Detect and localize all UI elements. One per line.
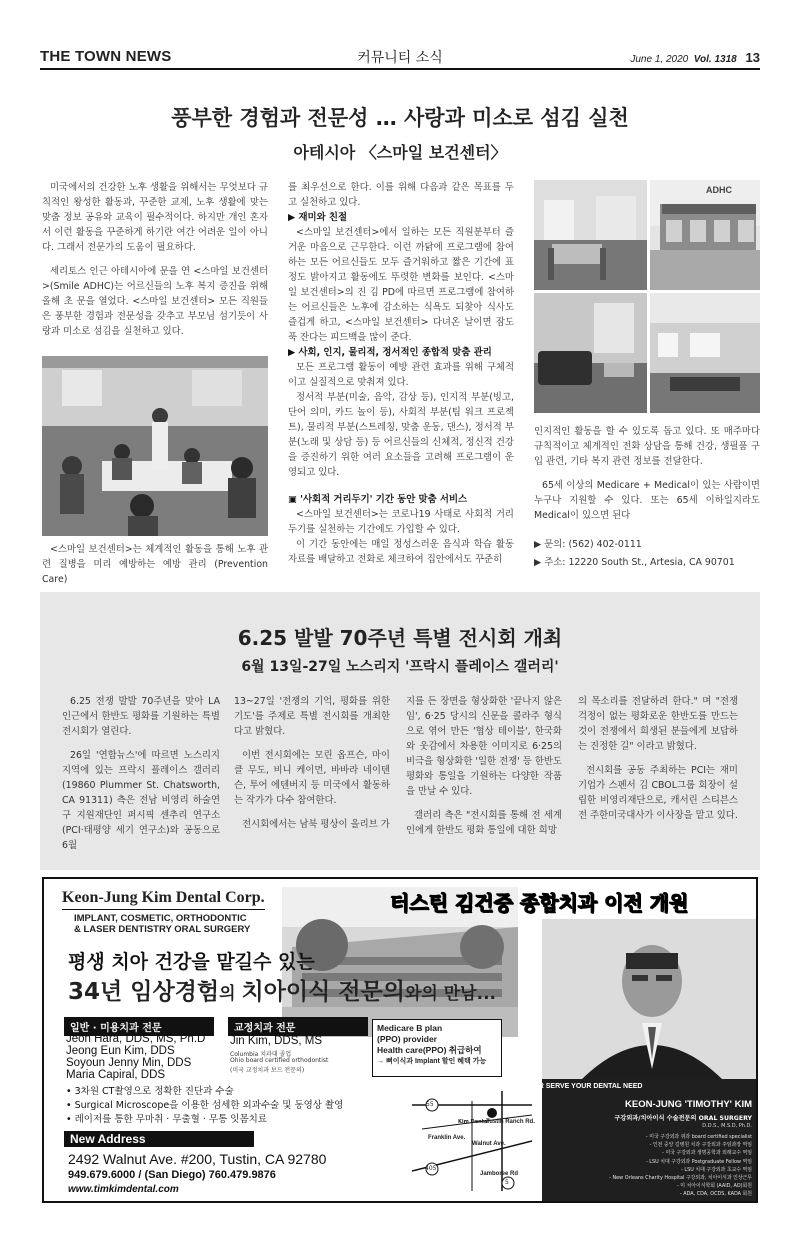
ad-specialty-1: IMPLANT, COSMETIC, ORTHODONTIC bbox=[74, 913, 247, 924]
dept-ortho-label: 교정치과 전문 bbox=[228, 1017, 368, 1036]
bullet-microscope: • Surgical Microscope을 이용한 섬세한 외과수술 및 동영상 촬영 bbox=[66, 1100, 344, 1111]
slogan-of: 의 bbox=[219, 984, 242, 1004]
ad-website: www.timkimdental.com bbox=[68, 1184, 179, 1195]
ad-slogan-line-1: 평생 치아 건강을 맡길수 있는 bbox=[68, 951, 315, 973]
medicare-box bbox=[372, 1019, 502, 1077]
paragraph: <스마일 보건센터>는 체계적인 활동을 통해 노후 관련 질병을 미리 예방하는 예방 관리 (Prevention Care) bbox=[42, 544, 268, 585]
contact-address: ▶ 주소: 12220 South St., Artesia, CA 90701 bbox=[534, 557, 735, 568]
lounge-photo-image bbox=[534, 293, 647, 413]
map-fwy-5: 5 bbox=[505, 1179, 509, 1186]
credential: - New Orleans Charity Hospital 구강외과, 치아이식과 인상근무 bbox=[609, 1175, 752, 1182]
center-lobby-photo bbox=[534, 180, 647, 290]
paragraph: 전시회를 공동 주최하는 PCI는 재미 기업가 스펜서 김 CBOL그룹 회장이 설립한 비영리재단으로, 캐서린 스티븐스 전 주한미국대사가 이사장을 맡고 있다. bbox=[578, 765, 738, 821]
article2-title: 6.25 발발 70주년 특별 전시회 개최 bbox=[237, 626, 563, 650]
paragraph: 전시회에서는 남북 평상이 올리브 가 bbox=[242, 819, 390, 830]
dept-ortho-note-3: (미국 교정치과 보드 전문의) bbox=[230, 1067, 305, 1074]
article2-column-3 bbox=[406, 694, 562, 847]
article2-column-2 bbox=[234, 694, 390, 841]
center-exterior-photo bbox=[650, 180, 760, 290]
subheading: ▶ 사회, 인지, 물리적, 정서적인 종합적 맞춤 관리 bbox=[288, 347, 492, 358]
ad-bullets bbox=[66, 1085, 343, 1127]
exterior-photo-image bbox=[650, 180, 760, 290]
paragraph: 65세 이상의 Medicare + Medical이 있는 사람이면 누구나 지원할 수 있다. 또는 65세 이하일지라도 Medical이 있으면 된다 bbox=[534, 480, 760, 521]
issue-info bbox=[630, 50, 760, 65]
center-lounge-photo bbox=[534, 293, 647, 413]
ad-address: 2492 Walnut Ave. #200, Tustin, CA 92780 bbox=[68, 1151, 327, 1167]
doctor-title: 구강외과/치아이식 수술전문의 ORAL SURGERY bbox=[614, 1115, 752, 1122]
building-sign: ADHC bbox=[706, 185, 732, 195]
paragraph: 를 최우선으로 한다. 이를 위해 다음과 같은 목표를 두고 실천하고 있다. bbox=[288, 182, 514, 208]
ad-phones: 949.679.6000 / (San Diego) 760.479.9876 bbox=[68, 1169, 276, 1181]
activity-photo-image bbox=[42, 356, 268, 536]
paragraph: 미국에서의 건강한 노후 생활을 위해서는 무엇보다 규칙적인 왕성한 활동과, 꾸준한 교제, 노후 생활에 맞는 맞춤 정보 공유와 교육이 필수적이다. 하지만 개인 혼자서 이런 활동을 꾸준하게 하기란 여간 어려운 일이 아니다. 그래서 전문가의 도움이 필요하다. bbox=[42, 182, 268, 253]
lobby-photo-image bbox=[534, 180, 647, 290]
map-fwy-55: 55 bbox=[426, 1101, 434, 1108]
paragraph: 갤러리 측은 "전시회를 통해 전 세계인에게 한반도 평화 통일에 대한 희망 bbox=[406, 810, 562, 836]
map-jamboree: Jamboree Rd bbox=[480, 1171, 519, 1177]
map-office-label: Kim Dental bbox=[458, 1119, 490, 1125]
map-franklin: Franklin Ave. bbox=[428, 1135, 466, 1141]
dept-ortho-doctor: Jin Kim, DDS, MS bbox=[230, 1035, 323, 1047]
issue-date: June 1, 2020 bbox=[630, 54, 689, 65]
paragraph: 6.25 전쟁 발발 70주년을 맞아 LA 인근에서 한반도 평화를 기원하는 특별 전시회가 열린다. bbox=[62, 696, 220, 737]
map-walnut: Walnut Ave. bbox=[472, 1141, 506, 1147]
dept-general-doctors bbox=[66, 1033, 205, 1081]
medicare-line: Health care(PPO) 취급하여 bbox=[377, 1045, 482, 1055]
paragraph: 지를 든 장면을 형상화한 '끝나지 않은 임', 6·25 당시의 신문을 콜라주 형식으로 엮어 만든 '협상 테이블', 한국화와 웃감에서 차용한 이미지로 6·25의 비극을 형상화한 '일한 전쟁' 등 한반도 평화와 통일을 기원하는 다양한 작품을 만날 수 있다. bbox=[406, 696, 562, 797]
doctor-portrait bbox=[542, 919, 758, 1079]
paper-name: THE TOWN NEWS bbox=[40, 48, 172, 65]
dept-general-label: 일반 · 미용치과 전문 bbox=[64, 1017, 214, 1036]
paragraph: 의 목소리를 전달하려 한다." 며 "전쟁 걱정이 없는 평화로운 한반도를 만드는 것이 전쟁에서 희생된 분들에게 보답하는 진정한 길" 이라고 밝혔다. bbox=[578, 696, 738, 752]
medicare-line: → 뼈이식과 Implant 할인 혜택 가능 bbox=[377, 1058, 487, 1065]
paragraph: 세리토스 인근 아테시아에 문을 연 <스마일 보건센터>(Smile ADHC)는 어르신들의 노후 복지 증진을 위해 올해 초 문을 열었다. <스마일 보건센터> 모든 직원들은 풍부한 경험과 전문성을 갖추고 부모님 섬기듯이 사랑과 미소로 섬김을 실천하고 있다. bbox=[42, 266, 268, 337]
hall-photo-image bbox=[650, 293, 760, 413]
article1-column-1 bbox=[42, 180, 268, 348]
paragraph: 이 기간 동안에는 매일 정성스러운 음식과 학습 활동 자료를 배달하고 전화로 체크하여 집안에서도 꾸준히 bbox=[288, 539, 514, 565]
ad-slogan-line-2 bbox=[68, 973, 496, 1006]
dept-ortho-note-1: Columbia 치과대 졸업 bbox=[230, 1051, 292, 1058]
article1-subtitle: 아테시아 〈스마일 보건센터〉 bbox=[293, 143, 507, 162]
bullet-laser: • 레이저를 통한 무마취 · 무출혈 · 무통 잇몸치료 bbox=[66, 1114, 267, 1125]
masthead bbox=[40, 44, 760, 70]
doctor-degrees: D.D.S., M.S.D, Ph.D. bbox=[702, 1123, 752, 1129]
doctor-name: Jeong Eun Kim, DDS bbox=[66, 1045, 175, 1057]
bullet-ct: • 3차원 CT촬영으로 정확한 진단과 수술 bbox=[66, 1086, 234, 1097]
dept-ortho-note-2: Ohio board certified orthodontist bbox=[230, 1057, 329, 1064]
paragraph: 정서적 부분(미술, 음악, 감상 등), 인지적 부분(빙고, 단어 의미, 카드 놀이 등), 사회적 부분(팀 워크 프로젝트), 물리적 부분(스트레칭, 맞춤 운동, 댄스), 정서적 부분(노래 및 상담 등) 등 어르신들의 신체적, 정신적 건강을 증진하기 위한 여러 요소들을 고려해 프로그램이 운영되고 있다. bbox=[288, 392, 514, 478]
medicare-line: Medicare B plan bbox=[377, 1023, 443, 1033]
credential: - LSU 치대 구강외과 초교수 역임 bbox=[681, 1166, 752, 1173]
issue-vol: Vol. 1318 bbox=[693, 54, 737, 65]
ad-banner: NEW LOCATION TO BETTER SERVE YOUR DENTAL NEED bbox=[448, 1083, 643, 1090]
map-tustin-ranch: Tustin Ranch Rd. bbox=[486, 1119, 535, 1125]
center-hall-photo bbox=[650, 293, 760, 413]
doctor-name-heading: KEON-JUNG 'TIMOTHY' KIM bbox=[625, 1099, 752, 1110]
paragraph: <스마일 보건센터>에서 일하는 모든 직원분부터 즐거운 마음으로 근무한다. 이런 까닭에 프로그램에 참여하는 모든 어르신들도 모두 즐거워하고 짧은 기간에 표정도 밝아지고 활동에도 뚜렷한 변화를 보인다. <스마일 보건센터>의 진 김 PD에 따르면 프로그램에 참여하는 어르신들은 노후에 감소하는 식욕도 되찾아 식사도 즐겁게 하고, <스마일 보건센터> 다녀온 날이면 잠도 푹 잔다는 피드백을 많이 준다. bbox=[288, 227, 514, 343]
activity-photo bbox=[42, 356, 268, 536]
page-number: 13 bbox=[745, 50, 760, 65]
dental-ad bbox=[42, 877, 758, 1203]
credential: - LSU 치대 구강외과 Postgraduate Fellow 역임 bbox=[645, 1158, 752, 1165]
ad-corp-name: Keon-Jung Kim Dental Corp. bbox=[62, 889, 265, 910]
subheading: ▣ '사회적 거리두기' 기간 동안 맞춤 서비스 bbox=[288, 494, 468, 505]
ad-specialty-2: & LASER DENTISTRY ORAL SURGERY bbox=[74, 924, 251, 935]
credential: - 인천 중앙 길병원 치과 구강외과 주임과장 역임 bbox=[649, 1142, 752, 1149]
credential: - 미국 구강외과 위과 board certified specialist bbox=[645, 1134, 752, 1140]
medicare-line: (PPO) provider bbox=[377, 1034, 437, 1044]
paragraph: 이번 전시회에는 모린 옵프슨, 마이클 무도, 비니 케이먼, 바바라 네이텐슨, 투어 에텐버지 등 미국에서 활동하는 작가가 다수 참여한다. bbox=[234, 750, 390, 806]
article1-column-1b bbox=[42, 542, 268, 596]
slogan-specialist: 치아이식 전문의 bbox=[241, 979, 405, 1005]
article1-title: 풍부한 경험과 전문성 … 사랑과 미소로 섬김 실천 bbox=[171, 106, 629, 130]
doctor-name: Jeon Hara, DDS, MS, Ph.D bbox=[66, 1033, 206, 1045]
credential: - 미국 구강외과 생명공학과 외래교수 역임 bbox=[662, 1150, 752, 1157]
article2-subtitle: 6월 13일-27일 노스리지 '프락시 플레이스 갤러리' bbox=[241, 659, 559, 675]
paragraph: 모든 프로그램 활동이 예방 관련 효과를 위해 구체적이고 실질적으로 맞춰져 있다. bbox=[288, 362, 514, 388]
slogan-years: 34년 임상경험 bbox=[68, 979, 220, 1005]
new-address-label: New Address bbox=[64, 1131, 254, 1147]
section-name: 커뮤니티 소식 bbox=[357, 50, 443, 66]
subheading: ▶ 재미와 친절 bbox=[288, 212, 348, 223]
credential: - 미 치아이식학회 (AAID, AO)회원 bbox=[676, 1183, 752, 1190]
map-fwy-405: 405 bbox=[425, 1165, 437, 1172]
article2-column-4 bbox=[578, 694, 738, 832]
paragraph: <스마일 보건센터>는 코로나19 사태로 사회적 거리두기를 실천하는 기간에도 가입할 수 있다. bbox=[288, 509, 514, 535]
article1-column-3 bbox=[534, 424, 760, 570]
doctor-name: Soyoun Jenny Min, DDS bbox=[66, 1057, 192, 1069]
paragraph: 26일 '연합뉴스'에 따르면 노스리지 지역에 있는 프락시 플레이스 갤러리(19860 Plummer St. Chatsworth, CA 91311) 측은 전남 비영리 하술연구 지원재단인 퍼시픽 센추리 연구소(PCI·태평양 세기 연구소)와 공동으로 6월 bbox=[62, 750, 220, 851]
paragraph: 13~27일 '전쟁의 기억, 평화를 위한 기도'를 주제로 특별 전시회를 개최한다고 밝혔다. bbox=[234, 696, 390, 737]
contact-phone: ▶ 문의: (562) 402-0111 bbox=[534, 539, 642, 550]
article2-column-1 bbox=[62, 694, 220, 862]
article1-column-2 bbox=[288, 180, 514, 576]
ad-headline: 터스틴 김건중 종합치과 이전 개원 bbox=[390, 891, 689, 915]
paragraph: 인지적인 활동을 할 수 있도록 돕고 있다. 또 매주마다 규칙적이고 체계적인 전화 상담을 통해 건강, 생필품 구입 관련, 기타 복지 관련 정보를 전달한다. bbox=[534, 426, 760, 467]
slogan-meet: 와의 만남... bbox=[405, 984, 496, 1004]
doctor-name: Maria Capiral, DDS bbox=[66, 1069, 166, 1081]
doctor-credentials bbox=[609, 1133, 752, 1199]
credential: - ADA, CDA, OCDS, KADA 회원 bbox=[679, 1191, 752, 1198]
